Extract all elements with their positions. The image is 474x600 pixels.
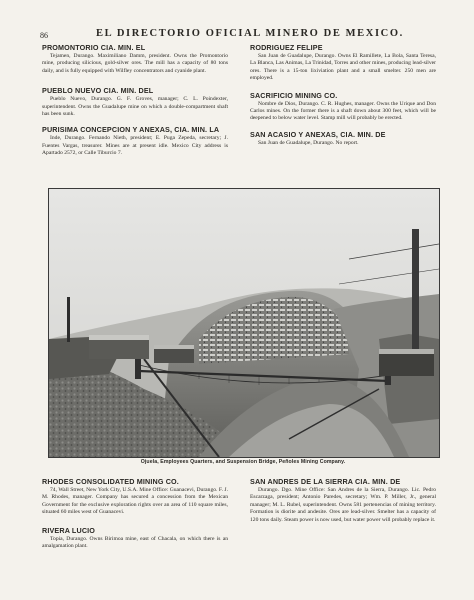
entry-rodriguez bbox=[250, 43, 436, 83]
right-top-column bbox=[250, 43, 436, 147]
entry-body: Inde, Durango. Fernando Nieth, president; E. Puga Zepeda, secretary; J. Fuentes Vargas, treasurer. Mines are at present idle. Mexico City address is Apartado 2572, or Calle Tiburcio 7. bbox=[42, 135, 228, 157]
entry-title: PROMONTORIO CIA. MIN. EL bbox=[42, 43, 146, 52]
entry-body: Tejamen, Durango. Maximiliano Damm, president. Owns the Promontorio mine, producing silicious, gold-silver ores. The mill has a capacity of 80 tons daily, and is fully equipped with Wilfley concentrators and cyanide plant. bbox=[42, 53, 228, 74]
entry-san-andres bbox=[250, 477, 436, 524]
entry-rivera bbox=[42, 526, 228, 551]
entry-body: San Juan de Guadalupe, Durango. No report. bbox=[258, 139, 359, 146]
mine-photograph bbox=[48, 188, 440, 458]
entry-body: Pueblo Nuevo, Durango. G. F. Groves, manager; C. L. Poindexter, superintendent. Owns the Guadalupe mine on which a double-compartment shaft has been sunk. bbox=[42, 96, 228, 118]
mine-photograph-image bbox=[49, 189, 439, 457]
entry-title: SAN ANDRES DE LA SIERRA CIA. MIN. DE bbox=[250, 477, 401, 486]
entry-title: SACRIFICIO MINING CO. bbox=[250, 90, 338, 100]
entry-body: San Juan de Guadalupe, Durango. Owns El Ramillete, La Bola, Santa Teresa, La Blanca, Las Animas, La Trinidad, Torres and other mines, producing lead-silver ores. There is a 15-ton lixiviation plant and a small smelter. 250 men are employed. bbox=[250, 53, 436, 82]
entry-title: SAN ACASIO Y ANEXAS, CIA. MIN. DE bbox=[250, 129, 386, 139]
entry-title: RODRIGUEZ FELIPE bbox=[250, 43, 323, 52]
entry-promontorio bbox=[42, 43, 228, 75]
entry-purisima bbox=[42, 125, 228, 157]
entry-body: Topia, Durango. Owns Birimoa mine, east of Chacala, on which there is an amalgamation plant. bbox=[42, 535, 228, 550]
entry-title: PURISIMA CONCEPCION Y ANEXAS, CIA. MIN. LA bbox=[42, 125, 220, 135]
entry-title: RIVERA LUCIO bbox=[42, 525, 96, 535]
entry-title: RHODES CONSOLIDATED MINING CO. bbox=[42, 477, 179, 486]
entry-sacrificio bbox=[250, 91, 436, 123]
running-head: EL DIRECTORIO OFICIAL MINERO DE MEXICO. bbox=[96, 28, 404, 39]
entry-body: 74, Wall Street, New York City, U.S.A. Mine Office: Guanacevi, Durango. F. J. M. Rhodes, manager. Company has secured a concession from the Mexican Government for the exclusive exploration rights over an area of 110 square miles, situated 60 miles west of Guanacevi. bbox=[42, 487, 228, 516]
entry-body: Durango. Dgo. Mine Office: San Andres de la Sierra, Durango. Lic. Pedro Escarzaga, president; Antonio Paredes, secretary; Wm. P. Miller, Jr., general manager; M. L. Rubel, superintendent. Owns 581 pertenencias of mining territory. Formation is diorite and andesite. Ores are lead-silver. Smelter has a capacity of 120 tons daily. Steam power is now used, but water power will probably replace it. bbox=[250, 487, 436, 523]
left-top-column bbox=[42, 43, 228, 158]
right-bottom-column bbox=[250, 477, 436, 524]
entry-title: PUEBLO NUEVO CIA. MIN. DEL bbox=[42, 86, 154, 96]
photo-caption: Ojuela, Employees Quarters, and Suspension Bridge, Peñoles Mining Company. bbox=[140, 459, 346, 465]
entry-pueblo-nuevo bbox=[42, 86, 228, 118]
entry-san-acasio bbox=[250, 130, 436, 147]
page-number: 86 bbox=[40, 31, 48, 40]
entry-body: Nombre de Dios, Durango. C. R. Hughes, manager. Owns the Urique and Don Carlos mines. On the former there is a shaft down about 300 feet, which will be deepened to below water level. Stamp mill will probably be erected. bbox=[250, 100, 436, 122]
entry-rhodes bbox=[42, 477, 228, 517]
left-bottom-column bbox=[42, 477, 228, 550]
